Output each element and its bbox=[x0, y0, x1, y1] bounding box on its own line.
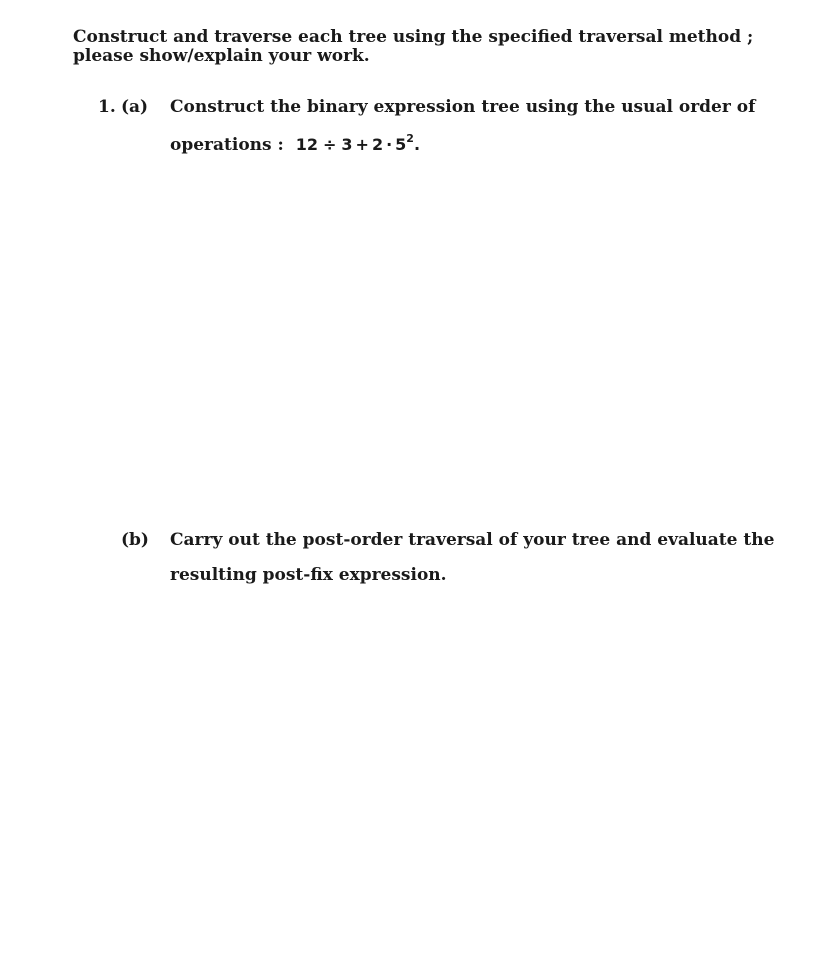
operations-label: operations : bbox=[170, 135, 284, 155]
part-a-label: (a) bbox=[121, 97, 149, 117]
part-b-text-line-2: resulting post-fix expression. bbox=[170, 565, 447, 585]
divide-operator: ÷ bbox=[322, 135, 337, 154]
expr-period: . bbox=[413, 135, 421, 154]
instructions-line-1: Construct and traverse each tree using the specified traversal method ; bbox=[73, 27, 754, 47]
expr-base-5: 5 bbox=[395, 135, 407, 154]
instructions-line-2: please show/explain your work. bbox=[73, 46, 370, 66]
expr-number-2: 2 bbox=[371, 135, 384, 154]
part-b-label: (b) bbox=[121, 530, 149, 550]
math-expression bbox=[295, 131, 421, 154]
plus-operator: + bbox=[355, 135, 369, 154]
expr-number-12: 12 bbox=[295, 135, 318, 154]
part-a-text-line-2 bbox=[170, 131, 421, 156]
expr-exponent: 2 bbox=[406, 131, 414, 145]
multiply-operator: · bbox=[386, 135, 393, 154]
part-a-text-line-1: Construct the binary expression tree using the usual order of bbox=[170, 97, 756, 117]
part-b-text-line-1: Carry out the post-order traversal of your tree and evaluate the bbox=[170, 530, 775, 550]
expr-number-3: 3 bbox=[341, 135, 353, 154]
question-number: 1. bbox=[98, 97, 116, 117]
